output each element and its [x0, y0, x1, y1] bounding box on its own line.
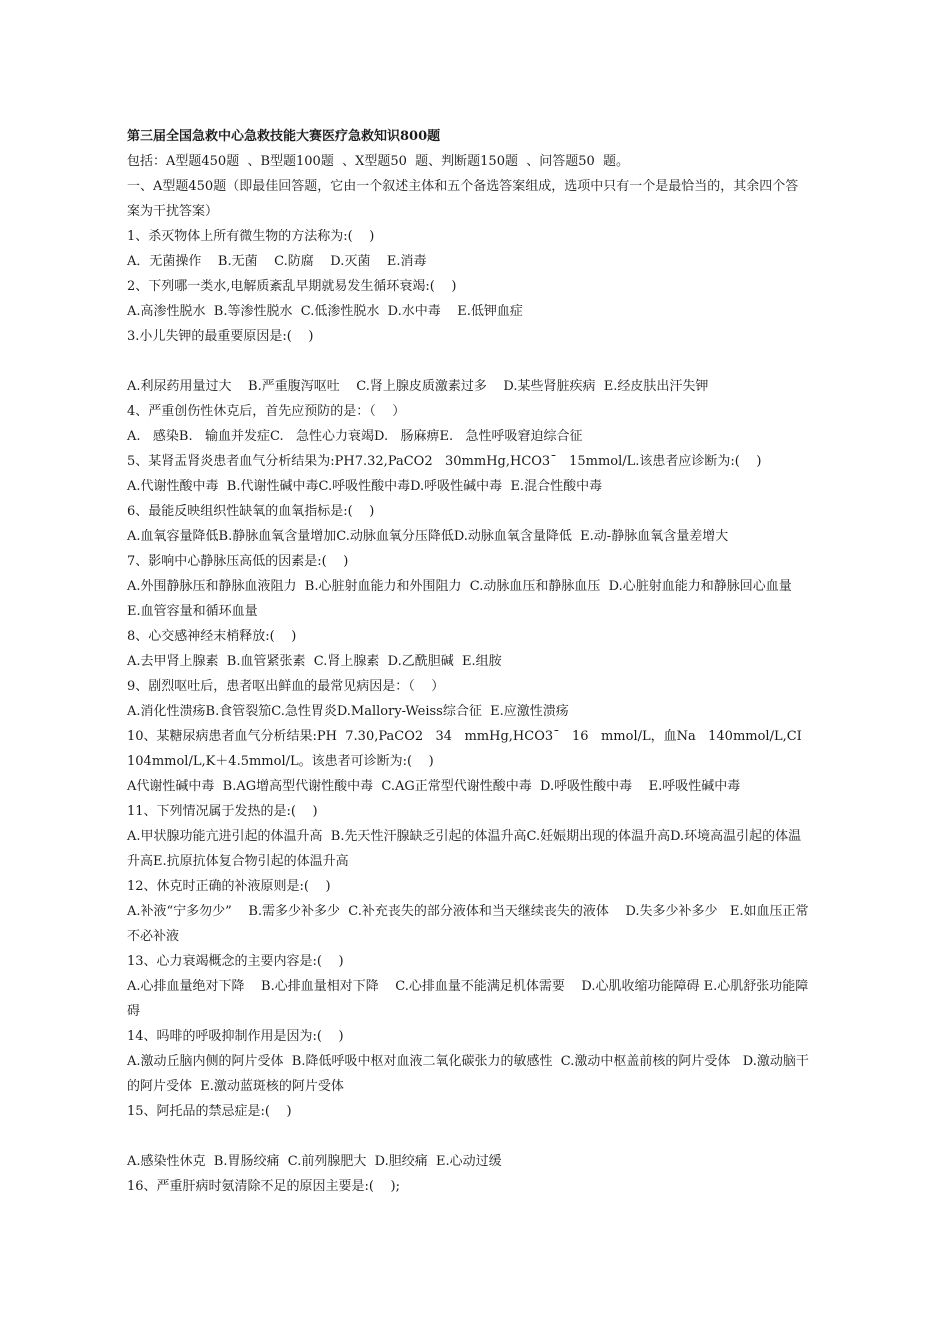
question-options: A.甲状腺功能亢进引起的体温升高 B.先天性汗腺缺乏引起的体温升高C.妊娠期出现的体温升高D.环境高温引起的体温升高E.抗原抗体复合物引起的体温升高 [127, 829, 802, 869]
question-options: A.消化性溃疡B.食管裂笳C.急性胃炎D.Mallory-Weiss综合征 E.应激性溃疡 [127, 704, 569, 719]
blank-line [127, 1124, 810, 1149]
question-options: A代谢性碱中毒 B.AG增高型代谢性酸中毒 C.AG正常型代谢性酸中毒 D.呼吸性酸中毒 E.呼吸性碱中毒 [127, 779, 741, 794]
question-stem: 7、影响中心静脉压高低的因素是:( ) [127, 554, 349, 569]
question-stem: 1、杀灭物体上所有微生物的方法称为:( ) [127, 229, 375, 244]
question-options: A．无菌操作 B.无菌 C.防腐 D.灭菌 E.消毒 [127, 254, 427, 269]
question-options: A.血氧容量降低B.静脉血氧含量增加C.动脉血氧分压降低D.动脉血氧含量降低 E.动-静脉血氧含量差增大 [127, 529, 729, 544]
question-options: A.心排血量绝对下降 B.心排血量相对下降 C.心排血量不能满足机体需要 D.心肌收缩功能障碍 E.心肌舒张功能障碍 [127, 979, 809, 1019]
question-options: A.利尿药用量过大 B.严重腹泻呕吐 C.肾上腺皮质激素过多 D.某些肾脏疾病 E.经皮肤出汗失钾 [127, 379, 709, 394]
question-stem: 3.小儿失钾的最重要原因是:( ) [127, 329, 314, 344]
question-stem: 10、某糖尿病患者血气分析结果:PH 7.30,PaCO2 34 mmHg,HCO3ˉ 16 mmol/L，血Na 140mmol/L,CI 104mmol/L,K＋4.5mmol/L。该患者可诊断为:( ) [127, 729, 815, 769]
question-stem: 15、阿托品的禁忌症是:( ) [127, 1104, 292, 1119]
question-options: A.高渗性脱水 B.等渗性脱水 C.低渗性脱水 D.水中毒 E.低钾血症 [127, 304, 523, 319]
question-stem: 12、休克时正确的补液原则是:( ) [127, 879, 331, 894]
question-options: A.代谢性酸中毒 B.代谢性碱中毒C.呼吸性酸中毒D.呼吸性碱中毒 E.混合性酸中毒 [127, 479, 603, 494]
question-stem: 11、下列情况属于发热的是:( ) [127, 804, 318, 819]
question-options: A.补液“宁多勿少” B.需多少补多少 C.补充丧失的部分液体和当天继续丧失的液体 D.失多少补多少 E.如血压正常不必补液 [127, 904, 809, 944]
question-stem: 4、严重创伤性休克后，首先应预防的是：（ ） [127, 404, 406, 419]
question-options: A.外围静脉压和静脉血液阻力 B.心脏射血能力和外围阻力 C.动脉血压和静脉血压 D.心脏射血能力和静脉回心血量 E.血管容量和循环血量 [127, 579, 800, 619]
question-stem: 6、最能反映组织性缺氧的血氧指标是:( ) [127, 504, 375, 519]
blank-line [127, 349, 810, 374]
question-stem: 13、心力衰竭概念的主要内容是:( ) [127, 954, 344, 969]
question-stem: 16、严重肝病时氨清除不足的原因主要是:( ); [127, 1179, 400, 1194]
question-options: A. 感染B. 输血并发症C. 急性心力衰竭D. 肠麻痹E. 急性呼吸窘迫综合征 [127, 429, 583, 444]
question-stem: 8、心交感神经末梢释放:( ) [127, 629, 297, 644]
question-stem: 9、剧烈呕吐后，患者呕出鲜血的最常见病因是：（ ） [127, 679, 445, 694]
document-title: 第三届全国急救中心急救技能大赛医疗急救知识800题 [127, 129, 441, 144]
question-options: A.去甲肾上腺素 B.血管紧张素 C.肾上腺素 D.乙酰胆碱 E.组胺 [127, 654, 502, 669]
question-options: A.感染性休克 B.胃肠绞痛 C.前列腺肥大 D.胆绞痛 E.心动过缓 [127, 1154, 502, 1169]
document-intro: 包括：A型题450题 、B型题100题 、X型题50 题、判断题150题 、问答题50 题。 [127, 154, 630, 169]
question-stem: 2、下列哪一类水,电解质紊乱早期就易发生循环衰竭:( ) [127, 279, 457, 294]
question-stem: 5、某肾盂肾炎患者血气分析结果为:PH7.32,PaCO2 30mmHg,HCO3ˉ 15mmol/L.该患者应诊断为:( ) [127, 454, 762, 469]
question-stem: 14、吗啡的呼吸抑制作用是因为:( ) [127, 1029, 344, 1044]
question-options: A.激动丘脑内侧的阿片受体 B.降低呼吸中枢对血液二氧化碳张力的敏感性 C.激动中枢盖前核的阿片受体 D.激动脑干的阿片受体 E.激动蓝斑核的阿片受体 [127, 1054, 809, 1094]
section-a-heading: 一、A型题450题（即最佳回答题，它由一个叙述主体和五个备选答案组成，选项中只有一个是最恰当的，其余四个答案为干扰答案） [127, 179, 799, 219]
